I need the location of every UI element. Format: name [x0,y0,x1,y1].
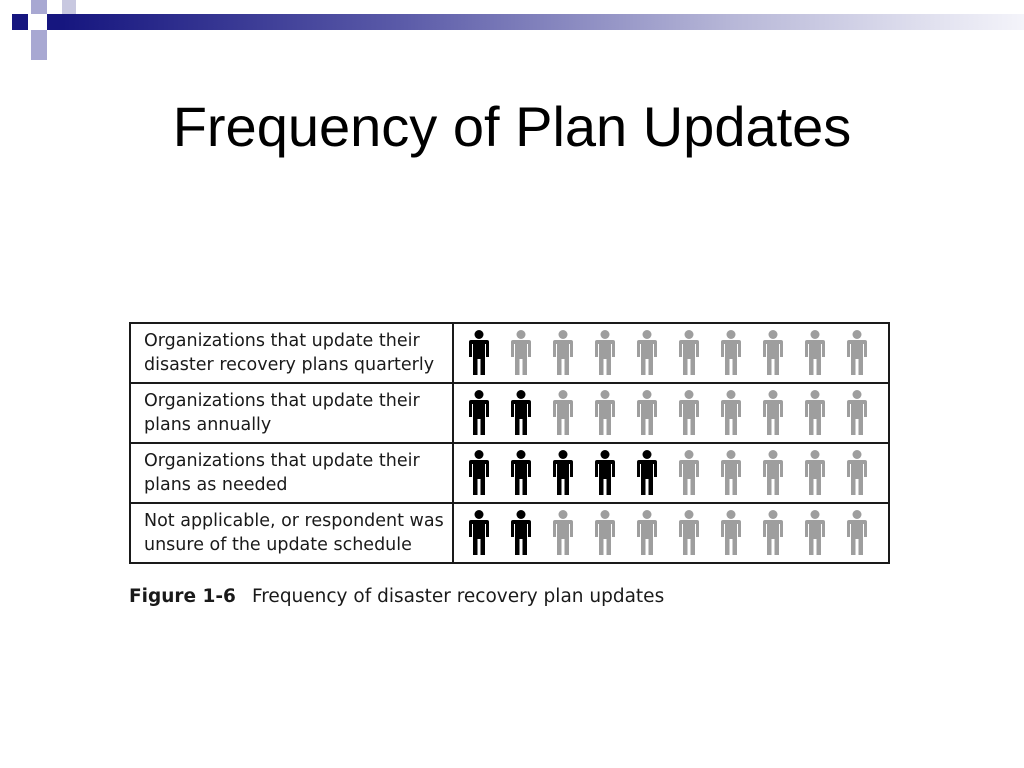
row-label-line: Organizations that update their [144,331,420,351]
person-icon-empty [804,390,826,436]
caption-text: Frequency of disaster recovery plan updates [251,586,665,607]
person-icon-empty [678,390,700,436]
row-label-line: Organizations that update their [144,451,420,471]
person-icon-filled [552,450,574,496]
person-icon-empty [552,390,574,436]
person-icon-empty [720,510,742,556]
row-label-line: unsure of the update schedule [144,535,412,555]
person-icon-filled [510,510,532,556]
person-icon-empty [762,510,784,556]
person-icon-filled [510,450,532,496]
row-icons [453,443,889,503]
person-icon-empty [636,330,658,376]
person-icon-empty [762,390,784,436]
header-gradient-bar [62,14,1024,30]
row-label-line: Organizations that update their [144,391,420,411]
person-icon-empty [552,510,574,556]
person-icon-empty [636,390,658,436]
person-icon-empty [636,510,658,556]
row-label [130,383,453,443]
row-label-line: plans as needed [144,475,288,495]
person-icon-empty [720,390,742,436]
caption-figure-number: Figure 1-6 [129,586,236,607]
person-icon-empty [846,450,868,496]
row-label [130,443,453,503]
row-label [130,503,453,563]
person-icon-filled [594,450,616,496]
person-icon-empty [678,330,700,376]
person-icon-empty [804,330,826,376]
row-icons [453,323,889,383]
person-icon-empty [804,450,826,496]
person-icon-empty [510,330,532,376]
figure-caption [129,586,664,607]
deco-square-4 [31,30,47,46]
deco-square-3 [47,14,62,30]
table-row [130,503,889,563]
row-icons [453,383,889,443]
person-icon-empty [846,330,868,376]
person-icon-filled [468,330,490,376]
person-icon-filled [468,450,490,496]
row-icons [453,503,889,563]
person-icon-empty [720,330,742,376]
person-icon-empty [594,510,616,556]
person-icon-empty [678,510,700,556]
slide-title: Frequency of Plan Updates [172,95,852,158]
row-label-line: disaster recovery plans quarterly [144,355,435,375]
person-icon-empty [678,450,700,496]
deco-square-6 [62,0,76,14]
deco-square-2 [31,0,47,14]
person-icon-filled [468,510,490,556]
person-icon-empty [804,510,826,556]
person-icon-empty [846,510,868,556]
pictograph-table [129,322,890,564]
row-label-line: plans annually [144,415,272,435]
table-row [130,443,889,503]
table-row [130,383,889,443]
person-icon-empty [594,330,616,376]
person-icon-empty [552,330,574,376]
person-icon-empty [720,450,742,496]
row-label-line: Not applicable, or respondent was [144,511,444,531]
deco-square-5 [31,46,47,60]
person-icon-filled [510,390,532,436]
person-icon-empty [846,390,868,436]
deco-square-1 [12,14,28,30]
table-row [130,323,889,383]
person-icon-empty [762,450,784,496]
person-icon-filled [468,390,490,436]
person-icon-empty [594,390,616,436]
person-icon-filled [636,450,658,496]
person-icon-empty [762,330,784,376]
row-label [130,323,453,383]
